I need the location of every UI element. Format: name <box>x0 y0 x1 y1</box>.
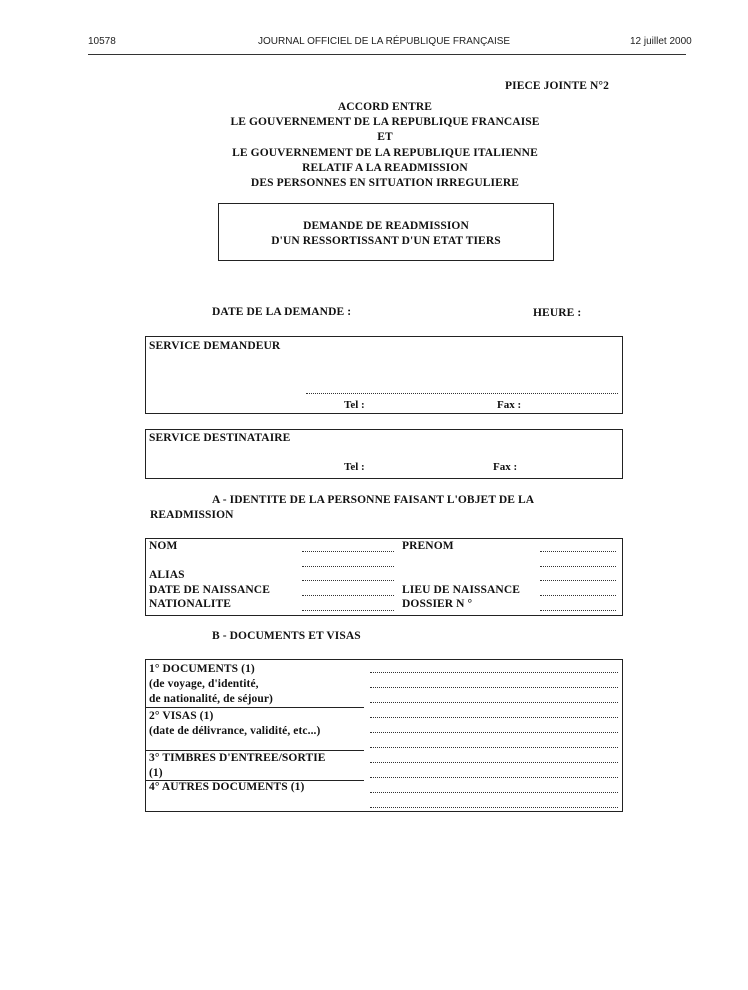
section-a-title-cont: READMISSION <box>150 509 234 521</box>
nom-field-2[interactable] <box>302 565 394 567</box>
prenom-field-2[interactable] <box>540 565 616 567</box>
service-demandeur-fax: Fax : <box>497 399 522 411</box>
nom-label: NOM <box>149 540 178 552</box>
dossier-field[interactable] <box>540 609 616 611</box>
prenom-field-3[interactable] <box>540 579 616 581</box>
date-demande-label: DATE DE LA DEMANDE : <box>212 306 352 318</box>
service-destinataire-box <box>145 429 623 479</box>
nationalite-field[interactable] <box>302 609 394 611</box>
date-naissance-field[interactable] <box>302 594 394 596</box>
service-destinataire-label: SERVICE DESTINATAIRE <box>149 432 291 444</box>
timbres-label <box>149 751 326 781</box>
prenom-label: PRENOM <box>402 540 454 552</box>
alias-label: ALIAS <box>149 569 185 581</box>
documents-label <box>149 662 273 707</box>
documents-line: 1° DOCUMENTS (1) <box>149 663 255 675</box>
demande-line: DEMANDE DE READMISSION <box>303 220 469 232</box>
dossier-label: DOSSIER N ° <box>402 598 473 610</box>
visas-line: 2° VISAS (1) <box>149 710 214 722</box>
nationalite-label: NATIONALITE <box>149 598 232 610</box>
service-demandeur-box <box>145 336 623 414</box>
timbres-field-2[interactable] <box>370 776 618 778</box>
page-number: 10578 <box>88 36 116 47</box>
visas-field-1[interactable] <box>370 716 618 718</box>
title-line: ACCORD ENTRE <box>337 101 433 113</box>
timbres-field-1[interactable] <box>370 761 618 763</box>
lieu-naissance-field[interactable] <box>540 594 616 596</box>
heure-label: HEURE : <box>533 307 582 319</box>
alias-field[interactable] <box>302 579 394 581</box>
documents-field-3[interactable] <box>370 701 618 703</box>
title-line: RELATIF A LA READMISSION <box>302 161 468 174</box>
documents-line: de nationalité, de séjour) <box>149 693 273 705</box>
header-rule <box>88 54 686 55</box>
service-destinataire-tel: Tel : <box>344 461 365 473</box>
documents-field-2[interactable] <box>370 686 618 688</box>
lieu-naissance-label: LIEU DE NAISSANCE <box>402 584 521 596</box>
journal-title: JOURNAL OFFICIEL DE LA RÉPUBLIQUE FRANÇAISE <box>258 36 511 47</box>
service-demandeur-label: SERVICE DEMANDEUR <box>149 340 281 352</box>
date-naissance-label: DATE DE NAISSANCE <box>149 584 270 596</box>
title-line: LE GOUVERNEMENT DE LA REPUBLIQUE ITALIENNE <box>232 146 538 159</box>
section-a-title: A - IDENTITE DE LA PERSONNE FAISANT L'OBJET DE LA <box>212 494 535 506</box>
journal-date: 12 juillet 2000 <box>630 36 692 47</box>
service-demandeur-line[interactable] <box>306 392 618 394</box>
title-line: ET <box>377 131 393 144</box>
autres-label: 4° AUTRES DOCUMENTS (1) <box>149 781 305 793</box>
service-demandeur-tel: Tel : <box>344 399 365 411</box>
visas-field-2[interactable] <box>370 731 618 733</box>
piece-jointe-label: PIECE JOINTE N°2 <box>505 80 609 92</box>
demande-box <box>218 203 554 261</box>
documents-field-1[interactable] <box>370 671 618 673</box>
service-destinataire-fax: Fax : <box>493 461 518 473</box>
prenom-field[interactable] <box>540 550 616 552</box>
visas-field-3[interactable] <box>370 746 618 748</box>
nom-field[interactable] <box>302 550 394 552</box>
visas-label <box>149 709 320 739</box>
visas-line: (date de délivrance, validité, etc...) <box>149 725 321 737</box>
autres-field-2[interactable] <box>370 806 618 808</box>
timbres-line: 3° TIMBRES D'ENTREE/SORTIE <box>149 752 326 764</box>
demande-line: D'UN RESSORTISSANT D'UN ETAT TIERS <box>271 235 501 247</box>
identity-box <box>145 538 623 616</box>
autres-field-1[interactable] <box>370 791 618 793</box>
title-line: LE GOUVERNEMENT DE LA REPUBLIQUE FRANCAISE <box>230 116 540 129</box>
documents-box <box>145 659 623 812</box>
timbres-line: (1) <box>149 767 163 779</box>
title-line: DES PERSONNES EN SITUATION IRREGULIERE <box>250 177 520 190</box>
agreement-title <box>150 100 620 191</box>
documents-line: (de voyage, d'identité, <box>149 678 259 690</box>
section-b-title: B - DOCUMENTS ET VISAS <box>212 630 361 642</box>
